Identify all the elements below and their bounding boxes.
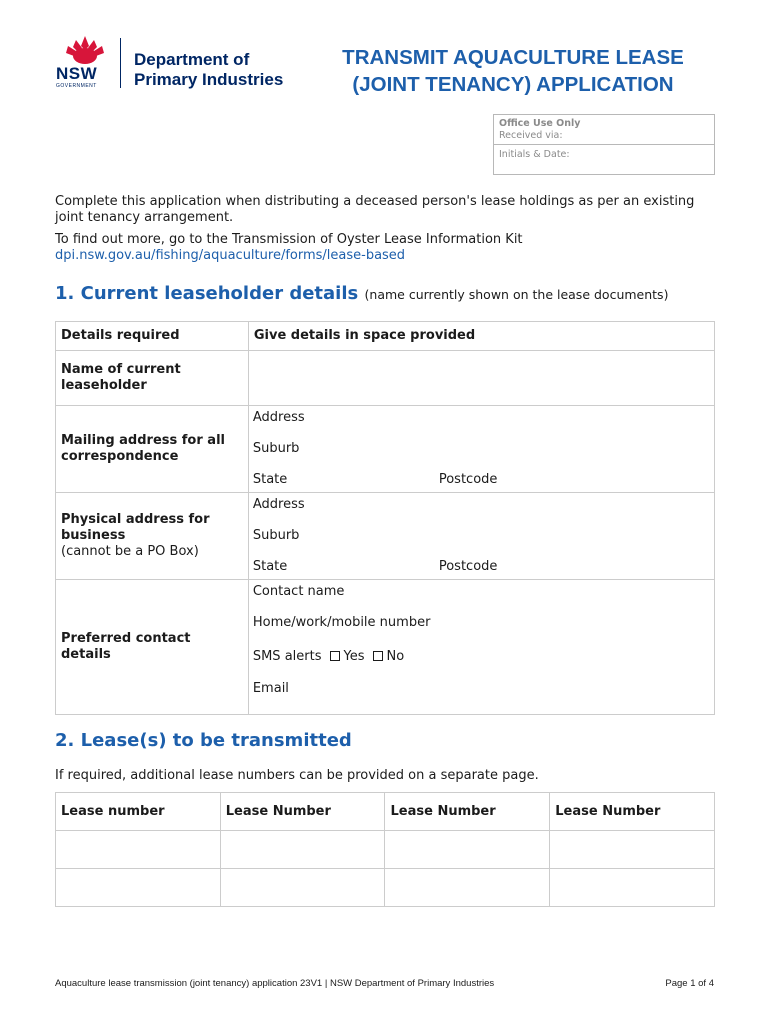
sms-no-checkbox[interactable] (373, 651, 383, 661)
lease-number-field[interactable] (550, 869, 715, 907)
table-row (56, 406, 715, 493)
col-lease-number-3: Lease Number (385, 793, 550, 831)
lease-number-field[interactable] (220, 869, 385, 907)
table-row (56, 580, 715, 715)
row-name-label: Name of current leaseholder (56, 351, 249, 406)
mailing-address-fields[interactable] (248, 406, 714, 493)
mailing-address-label: Address (252, 410, 305, 425)
col-lease-number-1: Lease number (56, 793, 221, 831)
logo-nsw: NSW (56, 64, 98, 83)
physical-postcode-label: Postcode (438, 559, 498, 574)
intro-paragraph: Complete this application when distributing a deceased person's lease holdings as per an existing joint tenancy arrangement. (55, 194, 695, 225)
table-header-row (56, 322, 715, 351)
office-use-heading: Office Use Only (499, 118, 581, 129)
mailing-state-label: State (252, 472, 288, 487)
section2-note: If required, additional lease numbers can be provided on a separate page. (55, 768, 539, 783)
received-via-label: Received via: (499, 130, 563, 141)
lease-number-field[interactable] (56, 831, 221, 869)
section2-heading: 2. Lease(s) to be transmitted (55, 730, 352, 751)
lease-number-field[interactable] (220, 831, 385, 869)
po-box-note: (cannot be a PO Box) (61, 544, 199, 559)
department-name: Department of Primary Industries (134, 50, 284, 89)
physical-suburb-label: Suburb (252, 528, 300, 543)
leaseholder-name-field[interactable] (248, 351, 714, 406)
table-row (56, 351, 715, 406)
table-row (56, 831, 715, 869)
row-contact-label: Preferred contact details (56, 580, 249, 715)
initials-date-label: Initials & Date: (499, 149, 570, 160)
waratah-icon (60, 34, 110, 66)
lease-number-field[interactable] (550, 831, 715, 869)
row-physical-label: Physical address for business (cannot be a PO Box) (56, 493, 249, 580)
page-title: TRANSMIT AQUACULTURE LEASE (JOINT TENANCY) APPLICATION (342, 46, 684, 96)
col-lease-number-4: Lease Number (550, 793, 715, 831)
table-header-row (56, 793, 715, 831)
sms-alerts: SMS alerts Yes No (252, 649, 405, 664)
lease-number-field[interactable] (56, 869, 221, 907)
table-row (56, 493, 715, 580)
sms-yes-checkbox[interactable] (330, 651, 340, 661)
physical-state-label: State (252, 559, 288, 574)
intro-text (55, 194, 715, 264)
info-kit-link[interactable]: dpi.nsw.gov.au/fishing/aquaculture/forms/lease-based (55, 248, 406, 263)
contact-details-fields[interactable] (248, 580, 714, 715)
row-mailing-label: Mailing address for all correspondence (56, 406, 249, 493)
office-use-box (493, 114, 715, 175)
physical-address-label: Address (252, 497, 305, 512)
nsw-logo (52, 34, 312, 94)
contact-name-label: Contact name (252, 584, 345, 599)
footer-text: Aquaculture lease transmission (joint tenancy) application 23V1 | NSW Department of Primary Industries (55, 978, 495, 989)
mailing-suburb-label: Suburb (252, 441, 300, 456)
lease-number-field[interactable] (385, 869, 550, 907)
col-details-required: Details required (56, 322, 249, 351)
mailing-postcode-label: Postcode (438, 472, 498, 487)
info-kit-text: To find out more, go to the Transmission of Oyster Lease Information Kit (55, 232, 523, 247)
lease-number-table (55, 792, 715, 907)
leaseholder-table (55, 321, 715, 715)
table-row (56, 869, 715, 907)
lease-number-field[interactable] (385, 831, 550, 869)
phone-label: Home/work/mobile number (252, 615, 431, 630)
logo-government: GOVERNMENT (56, 83, 97, 89)
physical-address-fields[interactable] (248, 493, 714, 580)
col-lease-number-2: Lease Number (220, 793, 385, 831)
section1-heading: 1. Current leaseholder details (name currently shown on the lease documents) (55, 283, 669, 304)
logo-divider (120, 38, 121, 88)
section1-note: (name currently shown on the lease documents) (364, 287, 669, 302)
email-label: Email (252, 681, 289, 696)
col-give-details: Give details in space provided (248, 322, 714, 351)
page-number: Page 1 of 4 (665, 978, 714, 989)
